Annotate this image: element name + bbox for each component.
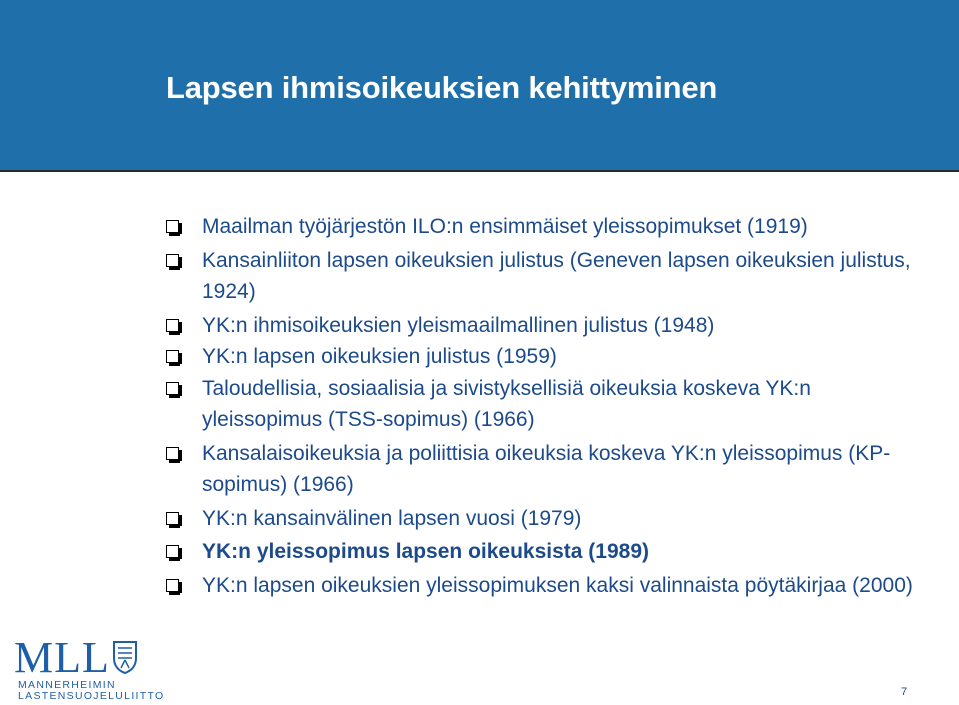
bullet-item [166, 536, 926, 568]
bullet-item [166, 570, 926, 602]
bullet-item [166, 373, 926, 436]
emblem-icon [112, 640, 138, 674]
bullet-item [166, 503, 926, 535]
bullet-text: Taloudellisia, sosiaalisia ja sivistyksellisiä oikeuksia koskeva YK:n yleissopimus (TSS-sopimus) (1966) [202, 376, 811, 431]
bullet-list [166, 211, 926, 601]
title-bar [0, 0, 959, 172]
slide-title: Lapsen ihmisoikeuksien kehittyminen [166, 70, 718, 105]
bullet-text: YK:n lapsen oikeuksien julistus (1959) [202, 345, 557, 368]
checkbox-bullet-icon [166, 579, 179, 592]
checkbox-bullet-icon [166, 254, 179, 267]
bullet-item [166, 211, 926, 243]
bullet-item [166, 438, 926, 501]
bullet-text: YK:n yleissopimus lapsen oikeuksista (1989) [202, 540, 650, 563]
mll-logo [14, 633, 165, 702]
bullet-text: YK:n lapsen oikeuksien yleissopimuksen kaksi valinnaista pöytäkirjaa (2000) [202, 573, 913, 597]
page-number: 7 [901, 686, 908, 698]
checkbox-bullet-icon [166, 447, 179, 460]
checkbox-bullet-icon [166, 220, 179, 233]
bullet-text: Kansainliiton lapsen oikeuksien julistus (Geneven lapsen oikeuksien julistus, 1924) [202, 248, 911, 303]
checkbox-bullet-icon [166, 382, 179, 395]
bullet-item [166, 310, 926, 342]
logo-line-1: MANNERHEIMIN [18, 679, 116, 691]
bullet-text: Kansalaisoikeuksia ja poliittisia oikeuksia koskeva YK:n yleissopimus (KP-sopimus) (1966) [202, 441, 891, 496]
bullet-text: Maailman työjärjestön ILO:n ensimmäiset yleissopimukset (1919) [202, 215, 808, 238]
logo-letters: MLL [14, 633, 110, 682]
checkbox-bullet-icon [166, 319, 179, 332]
bullet-item [166, 245, 926, 308]
checkbox-bullet-icon [166, 545, 179, 558]
bullet-text: YK:n kansainvälinen lapsen vuosi (1979) [202, 506, 582, 530]
bullet-item [166, 341, 926, 373]
checkbox-bullet-icon [166, 512, 179, 525]
bullet-text: YK:n ihmisoikeuksien yleismaailmallinen julistus (1948) [202, 313, 715, 337]
checkbox-bullet-icon [166, 350, 179, 363]
logo-line-2: LASTENSUOJELULIITTO [18, 690, 165, 702]
